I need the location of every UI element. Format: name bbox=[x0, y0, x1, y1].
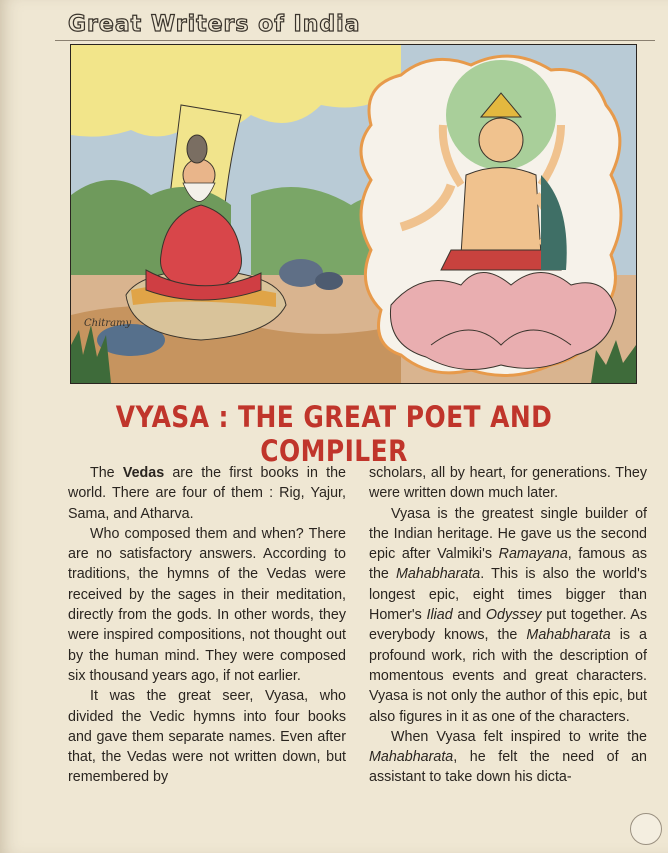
italic-title: Odyssey bbox=[485, 607, 542, 624]
text-run: are the first books in the world. There are four of them : Rig, Yajur, Sama, and Atharva. bbox=[68, 465, 346, 522]
bold-term: Vedas bbox=[122, 465, 165, 481]
paragraph-continued: scholars, all by heart, for generations. They were written down much later. bbox=[369, 465, 647, 502]
italic-title: Iliad bbox=[426, 607, 453, 624]
series-title: Great Writers of India bbox=[68, 12, 361, 37]
text-run: . This is also the world's longest epic, eight times bigger than Homer's bbox=[369, 566, 647, 624]
paragraph bbox=[369, 727, 647, 788]
article-headline: VYASA : THE GREAT POET AND COMPILER bbox=[115, 400, 553, 468]
text-run: The bbox=[90, 465, 123, 481]
text-run: , he felt the need of an assistant to take down his dicta- bbox=[369, 749, 647, 786]
page-corner-stamp bbox=[630, 813, 662, 845]
paragraph bbox=[68, 463, 346, 524]
text-run: When Vyasa felt inspired to write the bbox=[391, 728, 647, 745]
paragraph: Who composed them and when? There are no satisfactory answers. According to traditions, the hymns of the Vedas were received by the sages in their meditation, directly from the gods. In other words, they were inspired compositions, not thought out by the human mind. They were composed six thousand years ago, if not earlier. bbox=[68, 525, 346, 684]
vyasa-and-god-illustration bbox=[70, 44, 637, 384]
italic-title: Mahabharata bbox=[526, 627, 611, 644]
text-run: and bbox=[452, 607, 486, 624]
text-run: is a profound work, rich with the description of momentous events and great characters. Vyasa is not only the author of this epic, but also figures in it as one of the characters. bbox=[369, 627, 647, 725]
text-run: , famous as the bbox=[369, 546, 647, 583]
text-run: Vyasa is the greatest single builder of the Indian heritage. He gave us the second epic after Valmiki's bbox=[369, 505, 647, 563]
italic-title: Ramayana bbox=[498, 546, 568, 563]
paragraph: It was the great seer, Vyasa, who divided the Vedic hymns into four books and gave them separate names. Even after that, the Vedas were not written down, but remembered by bbox=[68, 688, 346, 786]
text-column-left bbox=[68, 463, 346, 788]
header-rule bbox=[55, 40, 655, 41]
artist-signature: Chitramy bbox=[84, 318, 132, 329]
text-column-right bbox=[369, 463, 647, 788]
italic-title: Mahabharata bbox=[395, 566, 481, 583]
text-run: put together. As everybody knows, the bbox=[369, 607, 647, 644]
italic-title: Mahabharata bbox=[369, 749, 454, 766]
paragraph bbox=[369, 504, 647, 727]
illustration-artwork bbox=[71, 45, 636, 383]
